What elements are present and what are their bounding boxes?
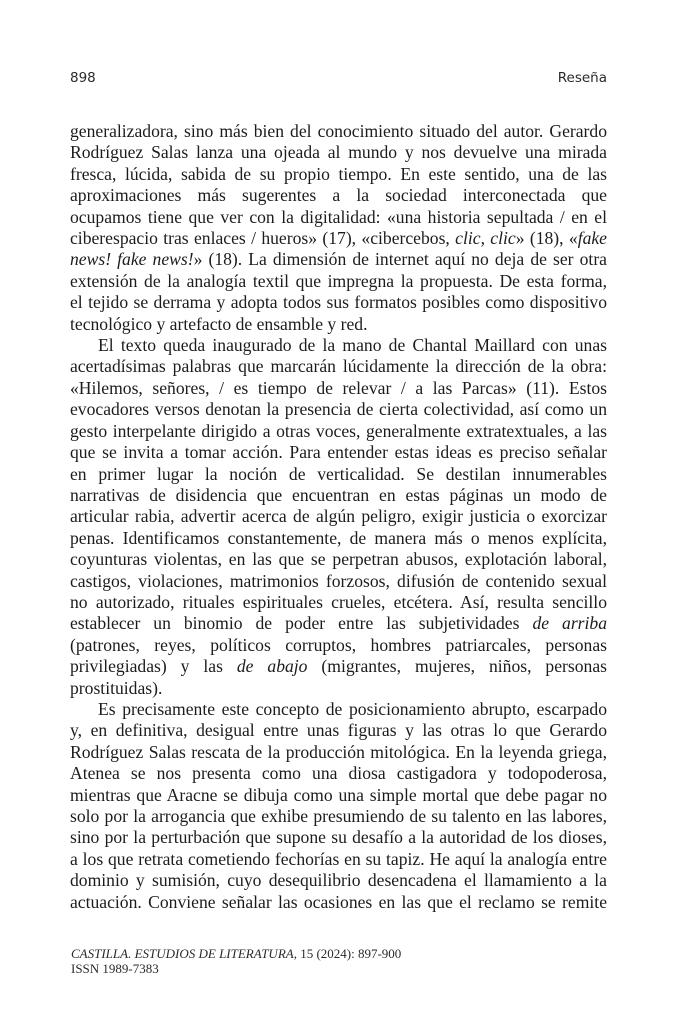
footer (71, 947, 401, 976)
journal-title: CASTILLA. ESTUDIOS DE LITERATURA (71, 946, 294, 961)
text-line (70, 613, 607, 634)
text-line (70, 571, 607, 592)
text-line (70, 249, 607, 270)
paragraph (70, 699, 607, 913)
text-run: tecnológico y artefacto de ensamble y red. (70, 313, 368, 334)
text-line (70, 763, 607, 784)
text-run: gesto interpelante dirigido a otras voces, generalmente extratextuales, a las (70, 420, 607, 441)
text-line (70, 635, 607, 656)
paragraph (70, 121, 607, 335)
text-run: El texto queda inaugurado de la mano de Chantal Maillard con unas (98, 335, 607, 356)
text-line (70, 314, 607, 335)
text-line (70, 464, 607, 485)
text-line (70, 142, 607, 163)
text-run: en primer lugar la noción de verticalidad. Se destilan innumerables (70, 463, 607, 484)
text-line (70, 207, 607, 228)
text-run: prostituidas). (70, 677, 163, 698)
text-line (70, 699, 607, 720)
running-head (70, 70, 607, 86)
text-run: castigos, violaciones, matrimonios forzosos, difusión de contenido sexual (70, 570, 607, 591)
text-run: evocadores versos denotan la presencia de cierta colectividad, así como un (70, 399, 607, 420)
text-run: fresca, lúcida, sabida de su propio tiempo. En este sentido, una de las (70, 163, 607, 184)
text-line (70, 506, 607, 527)
text-run: no autorizado, rituales espirituales crueles, etcétera. Así, resulta sencillo (70, 591, 607, 612)
text-run: articular rabia, advertir acerca de algún peligro, exigir justicia o exorcizar (70, 506, 607, 527)
text-run: Rodríguez Salas rescata de la producción mitológica. En la leyenda griega, (70, 741, 607, 762)
text-line (70, 228, 607, 249)
text-run: (migrantes, mujeres, niños, personas (307, 656, 607, 677)
text-line (70, 742, 607, 763)
text-line (70, 785, 607, 806)
italic-text: de abajo (236, 656, 308, 677)
text-line (70, 849, 607, 870)
text-run: establecer un binomio de poder entre las subjetividades (70, 613, 533, 634)
text-line (70, 356, 607, 377)
text-run: Atenea se nos presenta como una diosa castigadora y todopoderosa, (70, 763, 607, 784)
text-line (70, 656, 607, 677)
text-line (70, 528, 607, 549)
text-run: actuación. Conviene señalar las ocasiones en las que el reclamo se remite (70, 891, 607, 912)
text-run: » (18). La dimensión de internet aquí no deja de ser otra (193, 249, 607, 270)
paragraph (70, 335, 607, 699)
page-number: 898 (70, 70, 96, 86)
text-run: Es precisamente este concepto de posicionamiento abrupto, escarpado (98, 698, 607, 719)
journal-citation (71, 947, 401, 962)
text-run: privilegiadas) y las (70, 656, 237, 677)
text-run: a los que retrata cometiendo fechorías en su tapiz. He aquí la analogía entre (70, 848, 607, 869)
text-line (70, 399, 607, 420)
text-run: generalizadora, sino más bien del conocimiento situado del autor. Gerardo (70, 121, 607, 141)
text-run: sino por la perturbación que supone su desafío a la autoridad de los dioses, (70, 827, 607, 848)
italic-text: de arriba (532, 613, 607, 634)
text-line (70, 378, 607, 399)
italic-text: clic, clic (455, 228, 516, 249)
text-run: ocupamos tiene que ver con la digitalidad: «una historia sepultada / en el (70, 206, 607, 227)
text-line (70, 678, 607, 699)
journal-volume: , 15 (2024): 897-900 (293, 946, 402, 961)
text-line (70, 892, 607, 913)
text-run: que se invita a tomar acción. Para entender estas ideas es preciso señalar (70, 442, 607, 463)
text-run: el tejido se derrama y adopta todos sus formatos posibles como dispositivo (70, 292, 607, 313)
text-run: mientras que Aracne se dibuja como una simple mortal que debe pagar no (70, 784, 607, 805)
text-run: aproximaciones más sugerentes a la sociedad interconectada que (70, 185, 607, 206)
text-line (70, 870, 607, 891)
text-line (70, 485, 607, 506)
text-run: ciberespacio tras enlaces / hueros» (17), «cibercebos, (70, 228, 456, 249)
text-line (70, 592, 607, 613)
text-run: Rodríguez Salas lanza una ojeada al mundo y nos devuelve una mirada (70, 142, 607, 163)
text-run: extensión de la analogía textil que impregna la propuesta. De esta forma, (70, 270, 607, 291)
text-line (70, 827, 607, 848)
text-line (70, 185, 607, 206)
text-run: solo por la arrogancia que exhibe presumiendo de su talento en las labores, (70, 806, 607, 826)
body-text (70, 121, 607, 913)
text-line (70, 806, 607, 827)
text-line (70, 121, 607, 142)
text-run: penas. Identificamos constantemente, de manera más o menos explícita, (70, 527, 607, 548)
text-run: (patrones, reyes, políticos corruptos, hombres patriarcales, personas (70, 634, 607, 655)
text-line (70, 271, 607, 292)
section-title: Reseña (557, 70, 607, 86)
text-line (70, 442, 607, 463)
text-run: «Hilemos, señores, / es tiempo de relevar / a las Parcas» (11). Estos (70, 377, 607, 398)
text-run: y, en definitiva, desigual entre unas figuras y las otras lo que Gerardo (70, 720, 607, 741)
text-run: coyunturas violentas, en las que se perpetran abusos, explotación laboral, (70, 549, 607, 570)
text-line (70, 335, 607, 356)
text-line (70, 720, 607, 741)
italic-text: news! fake news! (70, 249, 194, 270)
text-run: dominio y sumisión, cuyo desequilibrio desencadena el llamamiento a la (70, 870, 607, 891)
italic-text: fake (577, 228, 607, 249)
issn: ISSN 1989-7383 (71, 960, 159, 976)
text-run: » (18), « (515, 228, 578, 249)
text-run: acertadísimas palabras que marcarán lúcidamente la dirección de la obra: (70, 356, 607, 377)
text-line (70, 549, 607, 570)
text-line (70, 164, 607, 185)
text-line (70, 421, 607, 442)
text-line (70, 292, 607, 313)
text-run: narrativas de disidencia que encuentran en estas páginas un modo de (70, 484, 607, 505)
